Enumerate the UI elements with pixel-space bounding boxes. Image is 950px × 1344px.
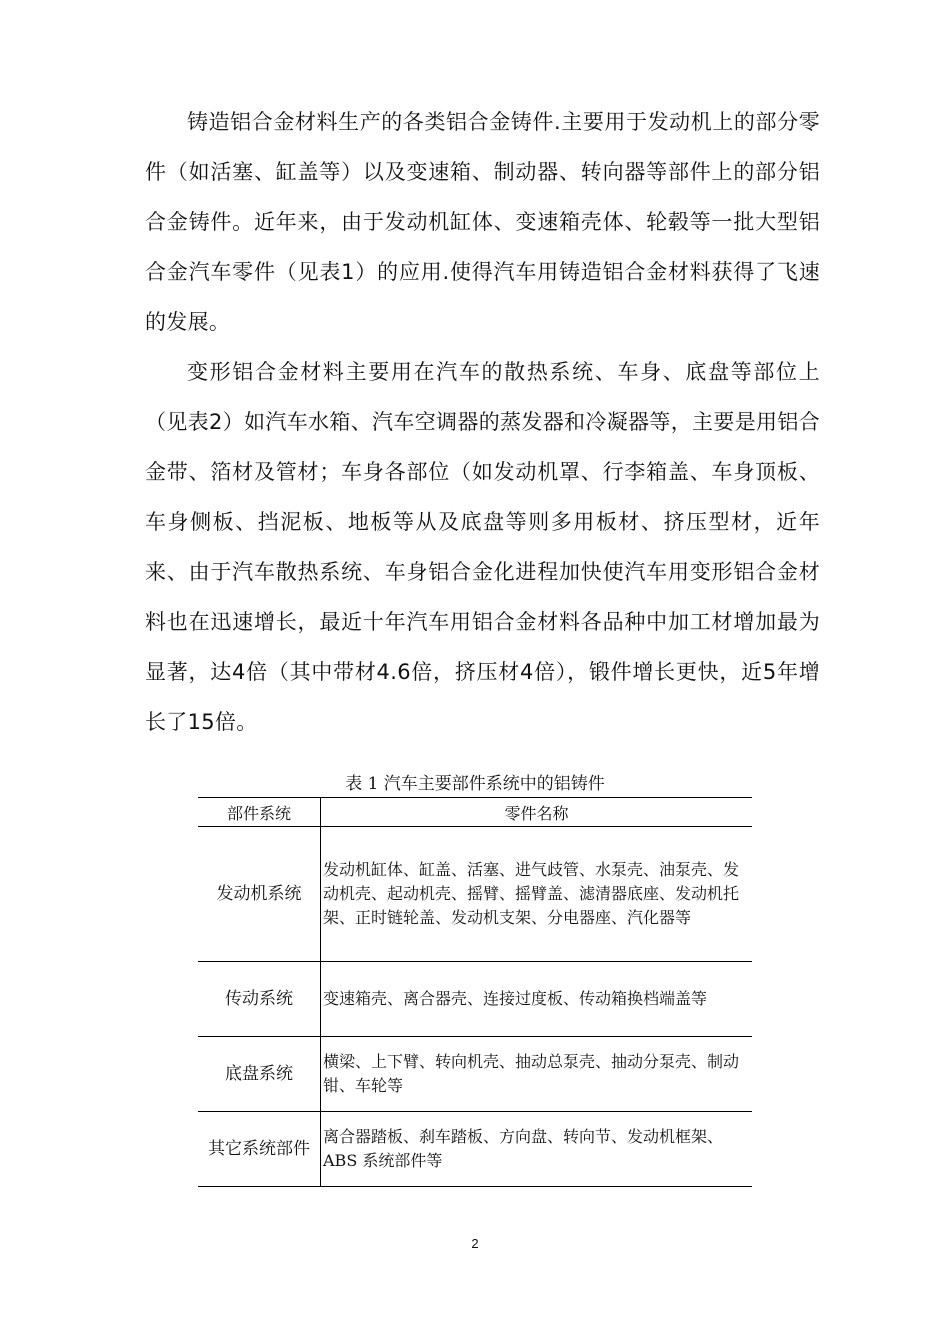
table-caption: 表 1 汽车主要部件系统中的铝铸件 — [345, 774, 605, 794]
aluminum-castings-table — [198, 797, 752, 1187]
table-row — [198, 827, 752, 962]
body-paragraph-wrought-alloys: 变形铝合金材料主要用在汽车的散热系统、车身、底盘等部位上（见表2）如汽车水箱、汽车空调器的蒸发器和冷凝器等，主要是用铝合金带、箔材及管材；车身各部位（如发动机罩、行李箱盖、车身顶板、车身侧板、挡泥板、地板等从及底盘等则多用板材、挤压型材，近年来、由于汽车散热系统、车身铝合金化进程加快使汽车用变形铝合金材料也在迅速增长，最近十年汽车用铝合金材料各品种中加工材增加最为显著，达4倍（其中带材4.6倍，挤压材4倍），锻件增长更快，近5年增长了15倍。 — [145, 360, 820, 734]
system-cell: 底盘系统 — [198, 1037, 321, 1112]
parts-cell: 发动机缸体、缸盖、活塞、进气歧管、水泵壳、油泵壳、发动机壳、起动机壳、摇臂、摇臂盖、滤清器底座、发动机托架、正时链轮盖、发动机支架、分电器座、汽化器等 — [321, 827, 753, 962]
column-header-parts: 零件名称 — [321, 798, 753, 827]
body-paragraph-cast-alloys: 铸造铝合金材料生产的各类铝合金铸件.主要用于发动机上的部分零件（如活塞、缸盖等）以及变速箱、制动器、转向器等部件上的部分铝合金铸件。近年来，由于发动机缸体、变速箱壳体、轮毂等一批大型铝合金汽车零件（见表1）的应用.使得汽车用铸造铝合金材料获得了飞速的发展。 — [145, 110, 820, 334]
table-row — [198, 962, 752, 1037]
table-header-row — [198, 798, 752, 827]
table-row — [198, 1112, 752, 1187]
system-cell: 其它系统部件 — [198, 1112, 321, 1187]
parts-cell: 离合器踏板、刹车踏板、方向盘、转向节、发动机框架、ABS 系统部件等 — [321, 1112, 753, 1187]
table-row — [198, 1037, 752, 1112]
system-cell: 传动系统 — [198, 962, 321, 1037]
parts-cell: 变速箱壳、离合器壳、连接过度板、传动箱换档端盖等 — [321, 962, 753, 1037]
page-number: 2 — [471, 1236, 479, 1251]
parts-cell: 横梁、上下臂、转向机壳、抽动总泵壳、抽动分泵壳、制动钳、车轮等 — [321, 1037, 753, 1112]
system-cell: 发动机系统 — [198, 827, 321, 962]
column-header-system: 部件系统 — [198, 798, 321, 827]
